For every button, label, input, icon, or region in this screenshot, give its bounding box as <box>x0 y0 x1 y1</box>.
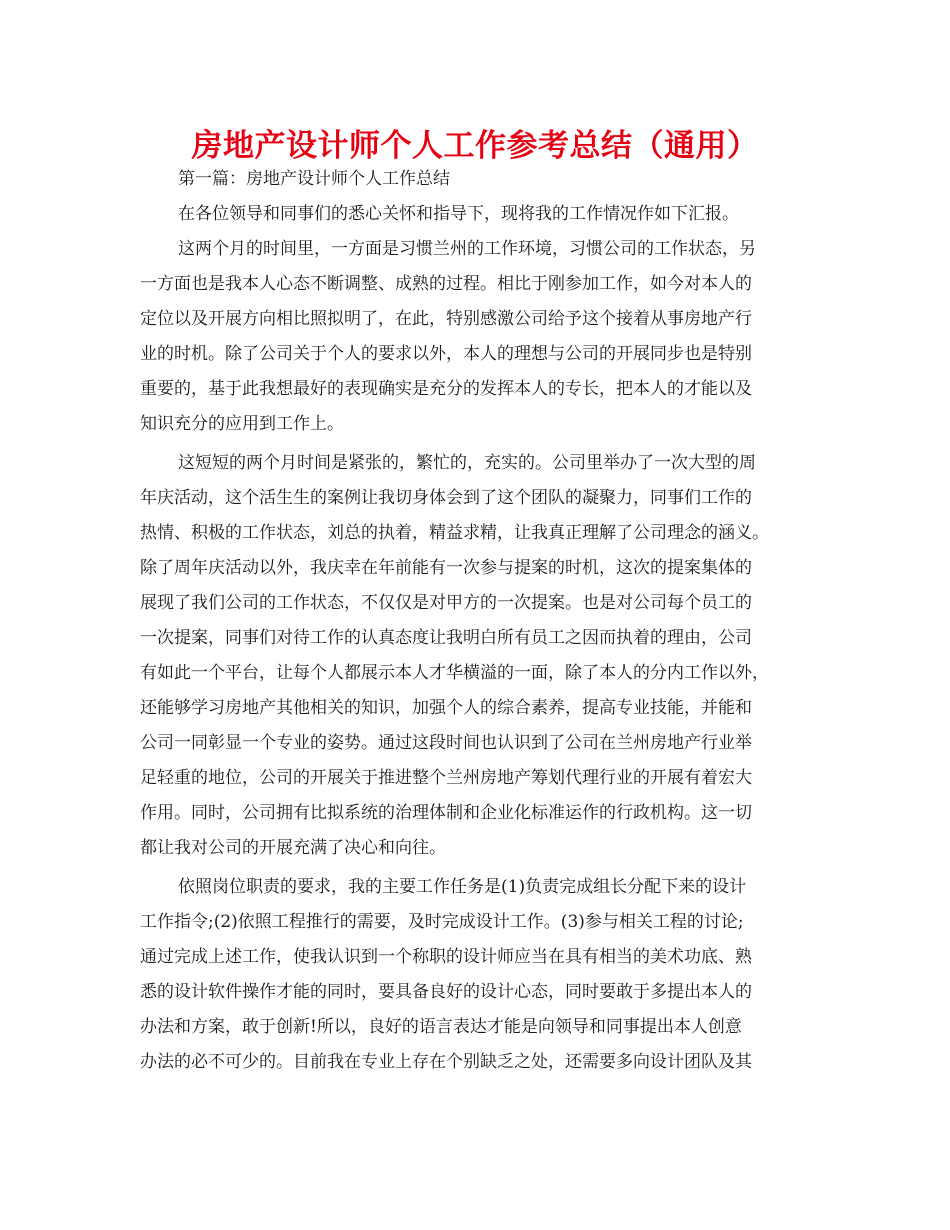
paragraph-line: 这短短的两个月时间是紧张的，繁忙的，充实的。公司里举办了一次大型的周 <box>178 453 756 473</box>
paragraph-line: 这两个月的时间里，一方面是习惯兰州的工作环境，习惯公司的工作状态，另 <box>178 239 756 259</box>
paragraph <box>140 197 825 232</box>
paragraph-line: 作用。同时，公司拥有比拟系统的治理体制和企业化标准运作的行政机构。这一切 <box>140 803 752 823</box>
paragraph <box>140 232 825 442</box>
paragraph <box>140 870 825 1080</box>
paragraph-line: 有如此一个平台，让每个人都展示本人才华横溢的一面，除了本人的分内工作以外， <box>140 663 769 683</box>
paragraph-line: 都让我对公司的开展充满了决心和向往。 <box>140 838 446 858</box>
paragraph-line: 通过完成上述工作，使我认识到一个称职的设计师应当在具有相当的美术功底、熟 <box>140 947 752 967</box>
paragraph-line: 足轻重的地位，公司的开展关于推进整个兰州房地产筹划代理行业的开展有着宏大 <box>140 768 752 788</box>
paragraph <box>140 446 825 866</box>
paragraph-line: 办法和方案，敢于创新!所以，良好的语言表达才能是向领导和同事提出本人创意 <box>140 1017 742 1037</box>
paragraph-line: 工作指令;(2)依照工程推行的需要，及时完成设计工作。(3)参与相关工程的讨论; <box>140 912 744 932</box>
paragraph-line: 公司一同彰显一个专业的姿势。通过这段时间也认识到了公司在兰州房地产行业举 <box>140 733 752 753</box>
paragraph-line: 除了周年庆活动以外，我庆幸在年前能有一次参与提案的时机，这次的提案集体的 <box>140 558 752 578</box>
paragraph-line: 业的时机。除了公司关于个人的要求以外，本人的理想与公司的开展同步也是特别 <box>140 344 752 364</box>
paragraph-line: 一方面也是我本人心态不断调整、成熟的过程。相比于刚参加工作，如今对本人的 <box>140 274 752 294</box>
paragraph-line: 重要的，基于此我想最好的表现确实是充分的发挥本人的专长，把本人的才能以及 <box>140 379 752 399</box>
paragraph-line: 年庆活动，这个活生生的案例让我切身体会到了这个团队的凝聚力，同事们工作的 <box>140 488 752 508</box>
paragraph-line: 悉的设计软件操作才能的同时，要具备良好的设计心态，同时要敢于多提出本人的 <box>140 982 752 1002</box>
document-title: 房地产设计师个人工作参考总结（通用） <box>191 128 759 164</box>
paragraph-line: 依照岗位职责的要求，我的主要工作任务是(1)负责完成组长分配下来的设计 <box>178 877 747 897</box>
section-heading: 第一篇：房地产设计师个人工作总结 <box>178 169 450 189</box>
paragraph-line: 知识充分的应用到工作上。 <box>140 414 344 434</box>
paragraph-line: 热情、积极的工作状态，刘总的执着，精益求精，让我真正理解了公司理念的涵义。 <box>140 523 769 543</box>
paragraph-line: 在各位领导和同事们的悉心关怀和指导下，现将我的工作情况作如下汇报。 <box>178 204 739 224</box>
paragraph-line: 展现了我们公司的工作状态，不仅仅是对甲方的一次提案。也是对公司每个员工的 <box>140 593 752 613</box>
paragraph-line: 还能够学习房地产其他相关的知识，加强个人的综合素养，提高专业技能，并能和 <box>140 698 752 718</box>
paragraph-line: 办法的必不可少的。目前我在专业上存在个别缺乏之处，还需要多向设计团队及其 <box>140 1052 752 1072</box>
paragraph-line: 定位以及开展方向相比照拟明了，在此，特别感激公司给予这个接着从事房地产行 <box>140 309 752 329</box>
paragraph-line: 一次提案，同事们对待工作的认真态度让我明白所有员工之因而执着的理由，公司 <box>140 628 752 648</box>
document-body <box>140 164 825 1080</box>
